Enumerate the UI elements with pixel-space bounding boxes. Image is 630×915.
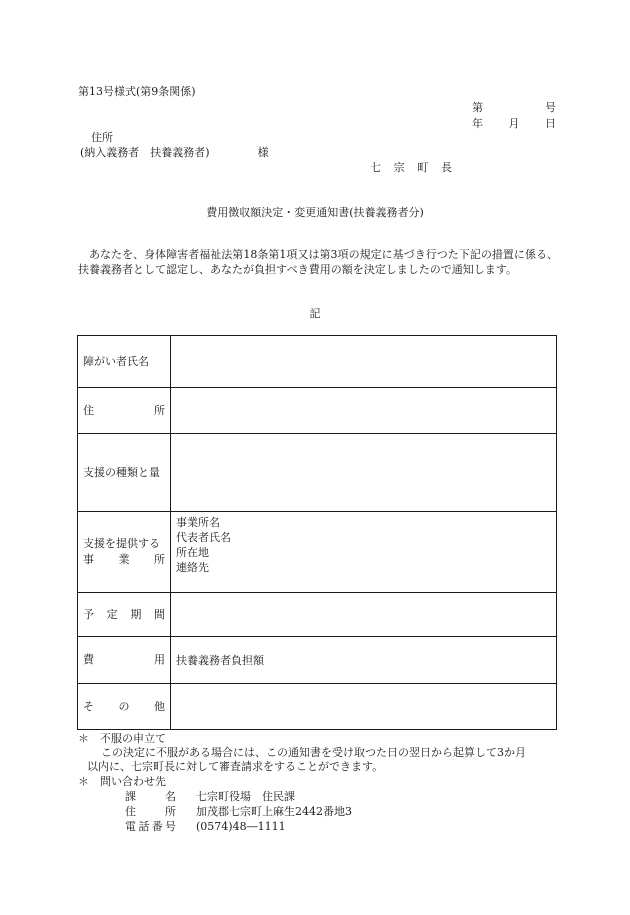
table-row <box>78 593 557 637</box>
inquiry-heading: ＊ 問い合わせ先 <box>78 775 166 788</box>
issuer-char: 町 <box>417 161 429 174</box>
inquiry-label <box>125 790 176 804</box>
label-char: 電 <box>125 820 136 833</box>
form-number: 第13号様式(第9条関係) <box>78 85 196 98</box>
label-char: 費 <box>83 653 94 666</box>
objection-heading: ＊ 不服の申立て <box>78 732 166 745</box>
row-label <box>78 388 171 434</box>
doc-no-suffix: 号 <box>545 101 556 114</box>
label-char: 業 <box>118 553 130 566</box>
label-support-type: 支援の種類と量 <box>83 465 160 479</box>
recipient-type: (納入義務者 扶養義務者) <box>80 146 210 159</box>
label-char: 間 <box>153 607 165 621</box>
row-value <box>171 593 557 637</box>
row-label <box>78 512 171 593</box>
row-value <box>171 388 557 434</box>
field-location: 所在地 <box>176 546 209 559</box>
label-char: 名 <box>165 790 176 803</box>
row-label <box>78 336 171 388</box>
label-char: そ <box>83 699 94 713</box>
label-char: 課 <box>125 790 136 803</box>
label-char: 号 <box>164 820 176 833</box>
ki-heading: 記 <box>309 307 321 320</box>
inquiry-label <box>125 805 176 819</box>
table-row <box>78 388 557 434</box>
label-line: 支援を提供する <box>83 537 160 550</box>
inquiry-value: 加茂郡七宗町上麻生2442番地3 <box>196 805 352 818</box>
field-contact: 連絡先 <box>176 561 209 574</box>
row-label <box>78 434 171 512</box>
label-char: の <box>118 699 130 713</box>
label-char: 期 <box>130 607 142 621</box>
details-table <box>77 335 557 730</box>
issuer-char: 七 <box>370 161 381 174</box>
field-office-name: 事業所名 <box>176 516 220 529</box>
label-char: 用 <box>154 653 165 666</box>
field-guardian-cost: 扶養義務者負担額 <box>176 653 264 667</box>
table-row <box>78 434 557 512</box>
row-label <box>78 684 171 730</box>
table-row <box>78 684 557 730</box>
doc-no-prefix: 第 <box>472 101 483 114</box>
label-char: 所 <box>154 403 165 417</box>
inquiry-row-address <box>0 805 630 819</box>
row-label <box>78 593 171 637</box>
recipient-honorific: 様 <box>257 146 269 159</box>
label-char: 番 <box>151 820 163 833</box>
row-value <box>171 637 557 684</box>
row-value <box>171 434 557 512</box>
label-char: 住 <box>83 403 94 417</box>
recipient-line <box>80 146 269 160</box>
label-char: 予 <box>83 607 94 621</box>
inquiry-row-department <box>0 790 630 804</box>
issuer-char: 宗 <box>393 161 405 174</box>
objection-text-line: この決定に不服がある場合には、この通知書を受け取つた日の翌日から起算して3か月 <box>101 746 526 759</box>
label-char: 所 <box>165 805 176 818</box>
table-row <box>78 512 557 593</box>
issuer-char: 長 <box>440 161 452 174</box>
label-char: 所 <box>154 553 165 566</box>
label-char: 他 <box>154 699 165 713</box>
notice-body: あなたを、身体障害者福祉法第18条第1項又は第3項の規定に基づき行つた下記の措置に係る、扶養義務者として認定し、あなたが負担すべき費用の額を決定しましたので通知します。 <box>78 248 558 276</box>
inquiry-value: 七宗町役場 住民課 <box>196 790 295 803</box>
row-label <box>78 637 171 684</box>
document-title: 費用徴収額決定・変更通知書(扶養義務者分) <box>206 206 424 219</box>
label-char: 定 <box>106 607 118 621</box>
label-address <box>83 404 165 418</box>
row-value <box>171 512 557 593</box>
row-value <box>171 336 557 388</box>
label-line <box>83 552 165 568</box>
label-other <box>83 700 165 714</box>
date-year: 年 <box>472 117 483 130</box>
recipient-address-label: 住所 <box>91 131 113 144</box>
label-provider <box>83 536 165 568</box>
label-schedule <box>83 608 165 622</box>
label-cost <box>83 653 165 667</box>
table-row <box>78 336 557 388</box>
label-disabled-person-name: 障がい者氏名 <box>83 354 149 368</box>
provider-fields <box>176 515 551 575</box>
field-representative: 代表者氏名 <box>176 531 231 544</box>
label-char: 住 <box>125 805 136 818</box>
issuer <box>370 161 452 175</box>
inquiry-row-phone <box>0 820 630 834</box>
label-char: 事 <box>83 553 94 566</box>
table-row <box>78 637 557 684</box>
inquiry-value: (0574)48―1111 <box>196 820 286 833</box>
row-value <box>171 684 557 730</box>
document-date <box>472 117 556 131</box>
date-month: 月 <box>508 117 520 130</box>
inquiry-label <box>125 820 176 834</box>
objection-text-line: 以内に、七宗町長に対して審査請求をすることができます。 <box>87 760 384 773</box>
label-char: 話 <box>138 820 150 833</box>
document-number <box>472 101 556 115</box>
date-day: 日 <box>545 117 556 130</box>
